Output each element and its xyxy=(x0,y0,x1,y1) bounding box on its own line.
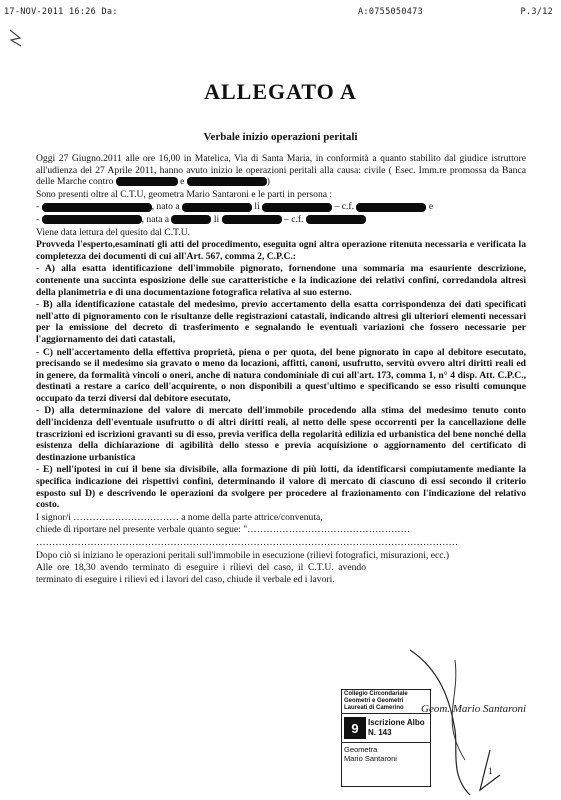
professional-stamp xyxy=(341,689,431,787)
document-body xyxy=(36,153,526,586)
point-e: - E) nell'ipotesi in cui il bene sia divisibile, alla formazione di più lotti, da identificarsi compiutamente mediante la specifica indicazione dei rispettivi confini, determinando il valore di mercato di ciascuno di essi secondo il criterio esposto sul D) e descrivendo le operazioni da svolgere per procedere al frazionamento con l'indicazione del relativo costo. xyxy=(36,464,526,511)
document-title: ALLEGATO A xyxy=(204,79,357,104)
redaction xyxy=(116,177,178,186)
redaction xyxy=(356,203,426,212)
intro-close: ) xyxy=(266,176,270,188)
intro-text: Oggi 27 Giugno.2011 alle ore 16,00 in Matelica, Via di Santa Maria, in conformità a quanto stabilito dal giudice istruttore all'udienza del 27 Aprile 2011, hanno avuto inizio le operazioni peritali alla causa: civile ( Esec. Imm.re promossa da Banca delle Marche contro xyxy=(36,153,526,188)
party2-born: , nata a xyxy=(141,213,170,225)
intro-e: e xyxy=(180,176,185,188)
point-c: - C) nell'accertamento della effettiva proprietà, piena o per quota, del bene pignorato in capo al debitore esecutato, precisando se il medesimo sia gravato o meno da locazioni, affitti, canoni, usufrutto, servitù ovvero altri diritti reali ed in genere, da formalità vincoli o oneri, anche di natura condominiale di cui all'art. 173, comma 1, n° 4 disp. Att. C.P.C., destinati a restare a carico dell'acquirente, o non disponibili a quest'ultimo e specificando se esso risulti comunque occupato da terzi diversi dal debitore esecutato, xyxy=(36,346,526,404)
party-line-1 xyxy=(36,201,526,213)
party1-cf: – c.f. xyxy=(334,201,355,213)
point-b: - B) alla identificazione catastale del medesimo, previo accertamento della esatta corrispondenza dei dati specificati nell'atto di pignoramento con le risultanze delle registrazioni catastali, indicando altresì gli ulteriori elementi necessari per la emissione del decreto di trasferimento e segnalando le eventuali variazioni che fossero necessarie per l'aggiornamento dei dati catastali, xyxy=(36,299,526,345)
reading-line: Viene data lettura del quesito dal C.T.U. xyxy=(36,226,191,238)
dots-line: …………………………………………………………………………………………………………………… xyxy=(36,537,459,548)
stamp-logo-icon: 9 xyxy=(344,717,366,739)
redaction xyxy=(42,203,152,212)
stamp-role: Geometra xyxy=(344,745,378,754)
fax-page: P.3/12 xyxy=(520,7,553,17)
stamp-albo-number: N. 143 xyxy=(368,728,392,737)
party1-born: , nato a xyxy=(151,201,180,213)
party1-dash: - xyxy=(36,201,40,213)
quesito-intro: Provveda l'esperto,esaminati gli atti del procedimento, eseguita ogni altra operazione ritenuta necessaria e verificata la completezza dei documenti di cui all'Art. 567, comma 2, C.P.C.: xyxy=(36,239,526,262)
party1-li: li xyxy=(254,201,260,213)
redaction xyxy=(187,177,267,186)
present-line: Sono presenti oltre al C.T.U, geometra Mario Santaroni e le parti in persona : xyxy=(36,188,333,200)
redaction xyxy=(306,215,366,224)
redaction xyxy=(222,215,282,224)
closing-line: Alle ore 18,30 avendo terminato di eseguire i rilievi del caso, il C.T.U. avendo terminato di eseguire i rilievi ed i lavori del caso, chiude il verbale ed i lavori. xyxy=(36,562,366,585)
operations-line: Dopo ciò si iniziano le operazioni peritali sull'immobile in esecuzione (rilievi fotografici, misurazioni, ecc.) xyxy=(36,549,450,561)
point-d: - D) alla determinazione del valore di mercato dell'immobile procedendo alla stima del medesimo tenuto conto dell'incidenza dell'eventuale usufrutto o di altri diritti reali, al netto delle spese occorrenti per la cancellazione delle trascrizioni ed iscrizioni gravanti su di esso, previa verifica della regolarità edilizia ed urbanistica del bene nonché della esistenza della dichiarazione di agibilità dello stesso e previa acquisizione o aggiornamento del certificato di destinazione urbanistica xyxy=(36,405,526,463)
request-line-2: chiede di riportare nel presente verbale quanto segue: "…………………………………………… xyxy=(36,524,411,536)
intro-paragraph xyxy=(36,153,526,188)
party2-cf: – c.f. xyxy=(284,213,304,225)
stamp-name: Mario Santaroni xyxy=(344,754,397,763)
point-a: - A) alla esatta identificazione dell'immobile pignorato, fornendone una sommaria ma esauriente descrizione, contenente una succinta esposizione delle sue caratteristiche e la indicazione dei relativi confini, corredandola altresì della planimetria e di una documentazione fotografica relativa al suo esterno. xyxy=(36,263,526,298)
stamp-albo xyxy=(368,718,425,738)
stamp-middle xyxy=(342,714,430,743)
page-number: 1 xyxy=(488,766,493,776)
stamp-footer xyxy=(342,743,430,765)
party2-dash: - xyxy=(36,213,40,225)
redaction xyxy=(262,203,332,212)
redaction xyxy=(182,203,252,212)
party1-e: e xyxy=(428,201,434,213)
party-line-2 xyxy=(36,214,526,226)
request-line-1: I signor/i …………………………… a nome della parte attrice/convenuta, xyxy=(36,511,323,523)
fax-number: A:0755050473 xyxy=(358,7,424,17)
redaction xyxy=(42,215,142,224)
redaction xyxy=(171,215,211,224)
stamp-albo-label: Iscrizione Albo xyxy=(368,718,425,727)
party2-li: li xyxy=(213,213,220,225)
signature-name: Geom. Mario Santaroni xyxy=(421,703,527,715)
margin-mark-icon xyxy=(8,28,24,48)
fax-datetime: 17-NOV-2011 16:26 Da: xyxy=(4,7,118,17)
document-subtitle: Verbale inizio operazioni peritali xyxy=(203,131,358,143)
stamp-header: Collegio Circondariale Geometri e Geometri Laureati di Camerino xyxy=(342,690,430,714)
